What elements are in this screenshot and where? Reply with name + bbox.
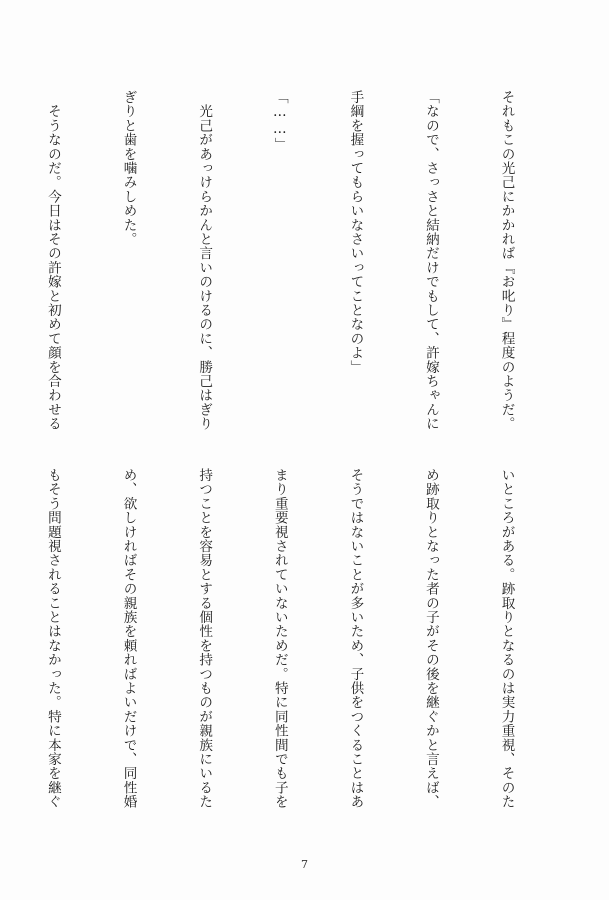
text-line: そうではないことが多いため、子供をつくることはあ xyxy=(347,468,364,809)
text-line: いところがある。跡取りとなるのは実力重視、そのた xyxy=(498,468,515,809)
text-line: め、欲しければその親族を頼ればよいだけで、同性婚 xyxy=(120,468,137,809)
text-line: 光己があっけらかんと言いのけるのに、勝己はぎり xyxy=(196,90,213,431)
text-line: 「なので、さっさと結納だけでもして、許嫁ちゃんに xyxy=(422,90,439,431)
text-line: 「……」 xyxy=(271,90,288,152)
page-number: 7 xyxy=(301,858,308,871)
text-column-block-top xyxy=(0,90,569,462)
text-line: もそう問題視されることはなかった。特に本家を継ぐ xyxy=(44,468,61,809)
text-line: 持つことを容易とする個性を持つものが親族にいるた xyxy=(196,468,213,809)
text-line: まり重要視されていないためだ。特に同性間でも子を xyxy=(271,468,288,809)
text-column-block-bottom xyxy=(0,468,569,820)
text-line: それもこの光己にかかれば『お叱り』程度のようだ。 xyxy=(498,90,515,431)
text-line: ぎりと歯を噛みしめた。 xyxy=(120,90,137,247)
text-line: め跡取りとなった者の子がその後を継ぐかと言えば、 xyxy=(422,468,439,809)
text-line: 手綱を握ってもらいなさいってことなのよ」 xyxy=(347,90,364,374)
text-line: そうなのだ。今日はその許嫁と初めて顔を合わせる xyxy=(44,90,61,431)
